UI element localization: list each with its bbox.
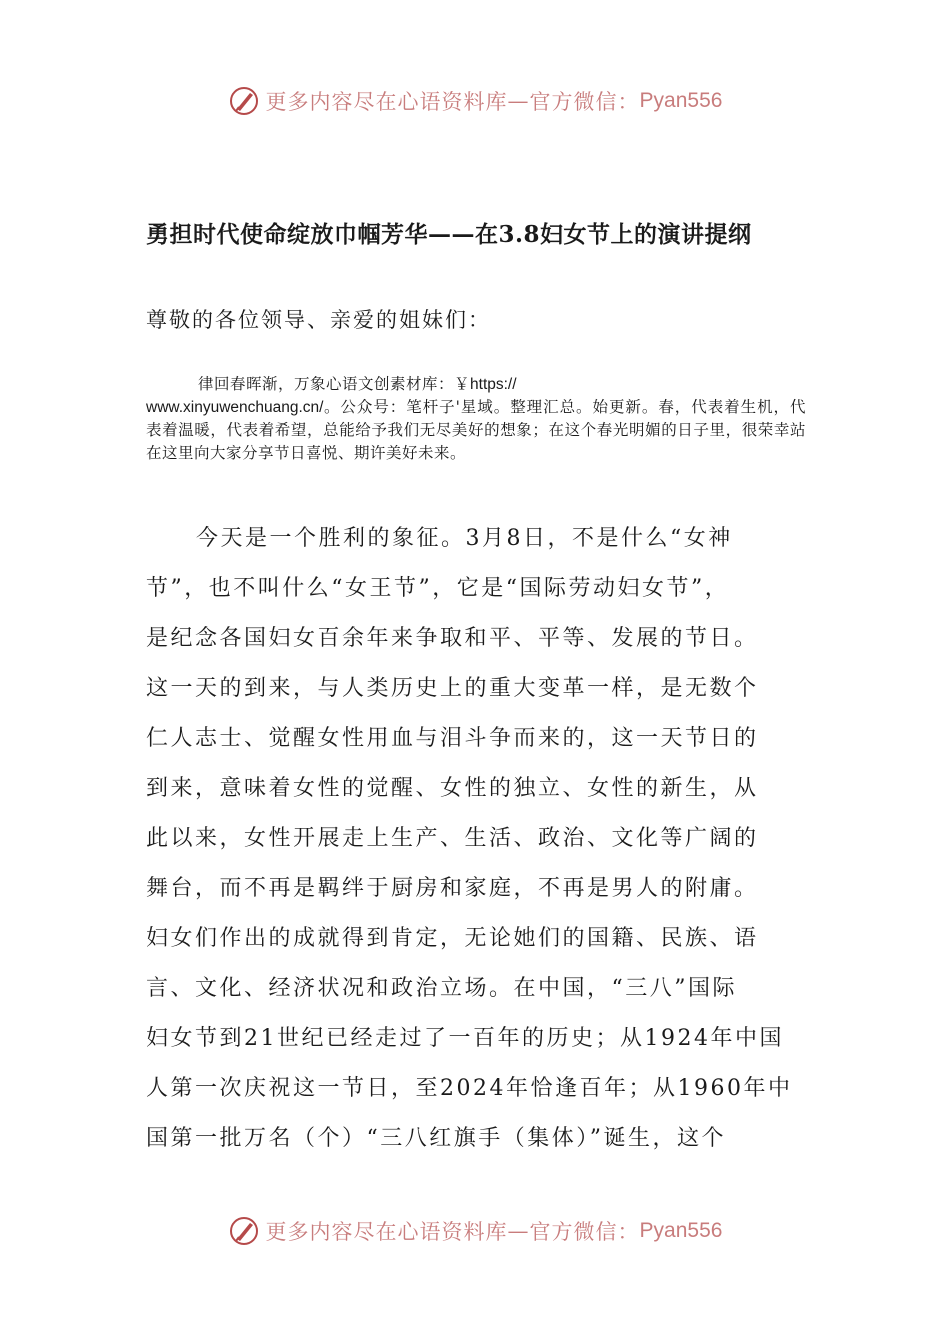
body-paragraph — [146, 522, 806, 1172]
intro-url-1: https:// — [470, 376, 517, 393]
intro-url-2: www.xinyuwenchuang.cn/ — [146, 399, 324, 416]
body-line: 人第一次庆祝这一节日，至2024年恰逢百年；从1960年中 — [146, 1076, 793, 1101]
document-title: 勇担时代使命绽放巾帼芳华——在3.8妇女节上的演讲提纲 — [146, 221, 752, 248]
watermark-wechat-id: Pyan556 — [639, 89, 723, 112]
body-line: 这一天的到来，与人类历史上的重大变革一样，是无数个 — [146, 676, 759, 701]
intro-text-1: 律回春晖渐，万象心语文创素材库：￥ — [198, 375, 471, 393]
watermark-official: 官方微信： — [529, 1220, 640, 1244]
header-watermark — [0, 85, 950, 117]
body-line: 节”，也不叫什么“女王节”，它是“国际劳动妇女节”， — [146, 576, 730, 601]
body-line: 到来，意味着女性的觉醒、女性的独立、女性的新生，从 — [146, 776, 759, 801]
body-line: 国第一批万名（个）“三八红旗手（集体）”诞生，这个 — [146, 1126, 726, 1151]
body-line: 言、文化、经济状况和政治立场。在中国，“三八”国际 — [146, 976, 737, 1001]
watermark-official: 官方微信： — [529, 90, 640, 114]
intro-text-2: 。公众号：笔杆子'星域。整理汇总。始更新。春，代表着生机，代表着温暖，代表着希望，总能给予我们无尽美好的想象；在这个春光明媚的日子里，很荣幸站在这里向大家分享节日喜悦、期许美好未来。 — [146, 398, 806, 462]
watermark-dash: — — [507, 89, 530, 113]
watermark-wechat-id: Pyan556 — [639, 1219, 723, 1242]
intro-paragraph — [146, 373, 806, 465]
body-line: 妇女节到21世纪已经走过了一百年的历史；从1924年中国 — [146, 1026, 784, 1051]
quill-pen-icon — [228, 1215, 260, 1247]
body-line: 妇女们作出的成就得到肯定，无论她们的国籍、民族、语 — [146, 926, 759, 951]
body-line: 今天是一个胜利的象征。3月8日，不是什么“女神 — [196, 526, 733, 551]
quill-pen-icon — [228, 85, 260, 117]
body-line: 此以来，女性开展走上生产、生活、政治、文化等广阔的 — [146, 826, 759, 851]
body-line: 舞台，而不再是羁绊于厨房和家庭，不再是男人的附庸。 — [146, 876, 759, 901]
watermark-text: 更多内容尽在心语资料库 — [265, 1220, 508, 1244]
salutation: 尊敬的各位领导、亲爱的姐妹们： — [146, 308, 491, 332]
body-line: 是纪念各国妇女百余年来争取和平、平等、发展的节日。 — [146, 626, 759, 651]
footer-watermark — [0, 1215, 950, 1247]
body-line: 仁人志士、觉醒女性用血与泪斗争而来的，这一天节日的 — [146, 726, 759, 751]
watermark-dash: — — [507, 1219, 530, 1243]
watermark-text: 更多内容尽在心语资料库 — [265, 90, 508, 114]
